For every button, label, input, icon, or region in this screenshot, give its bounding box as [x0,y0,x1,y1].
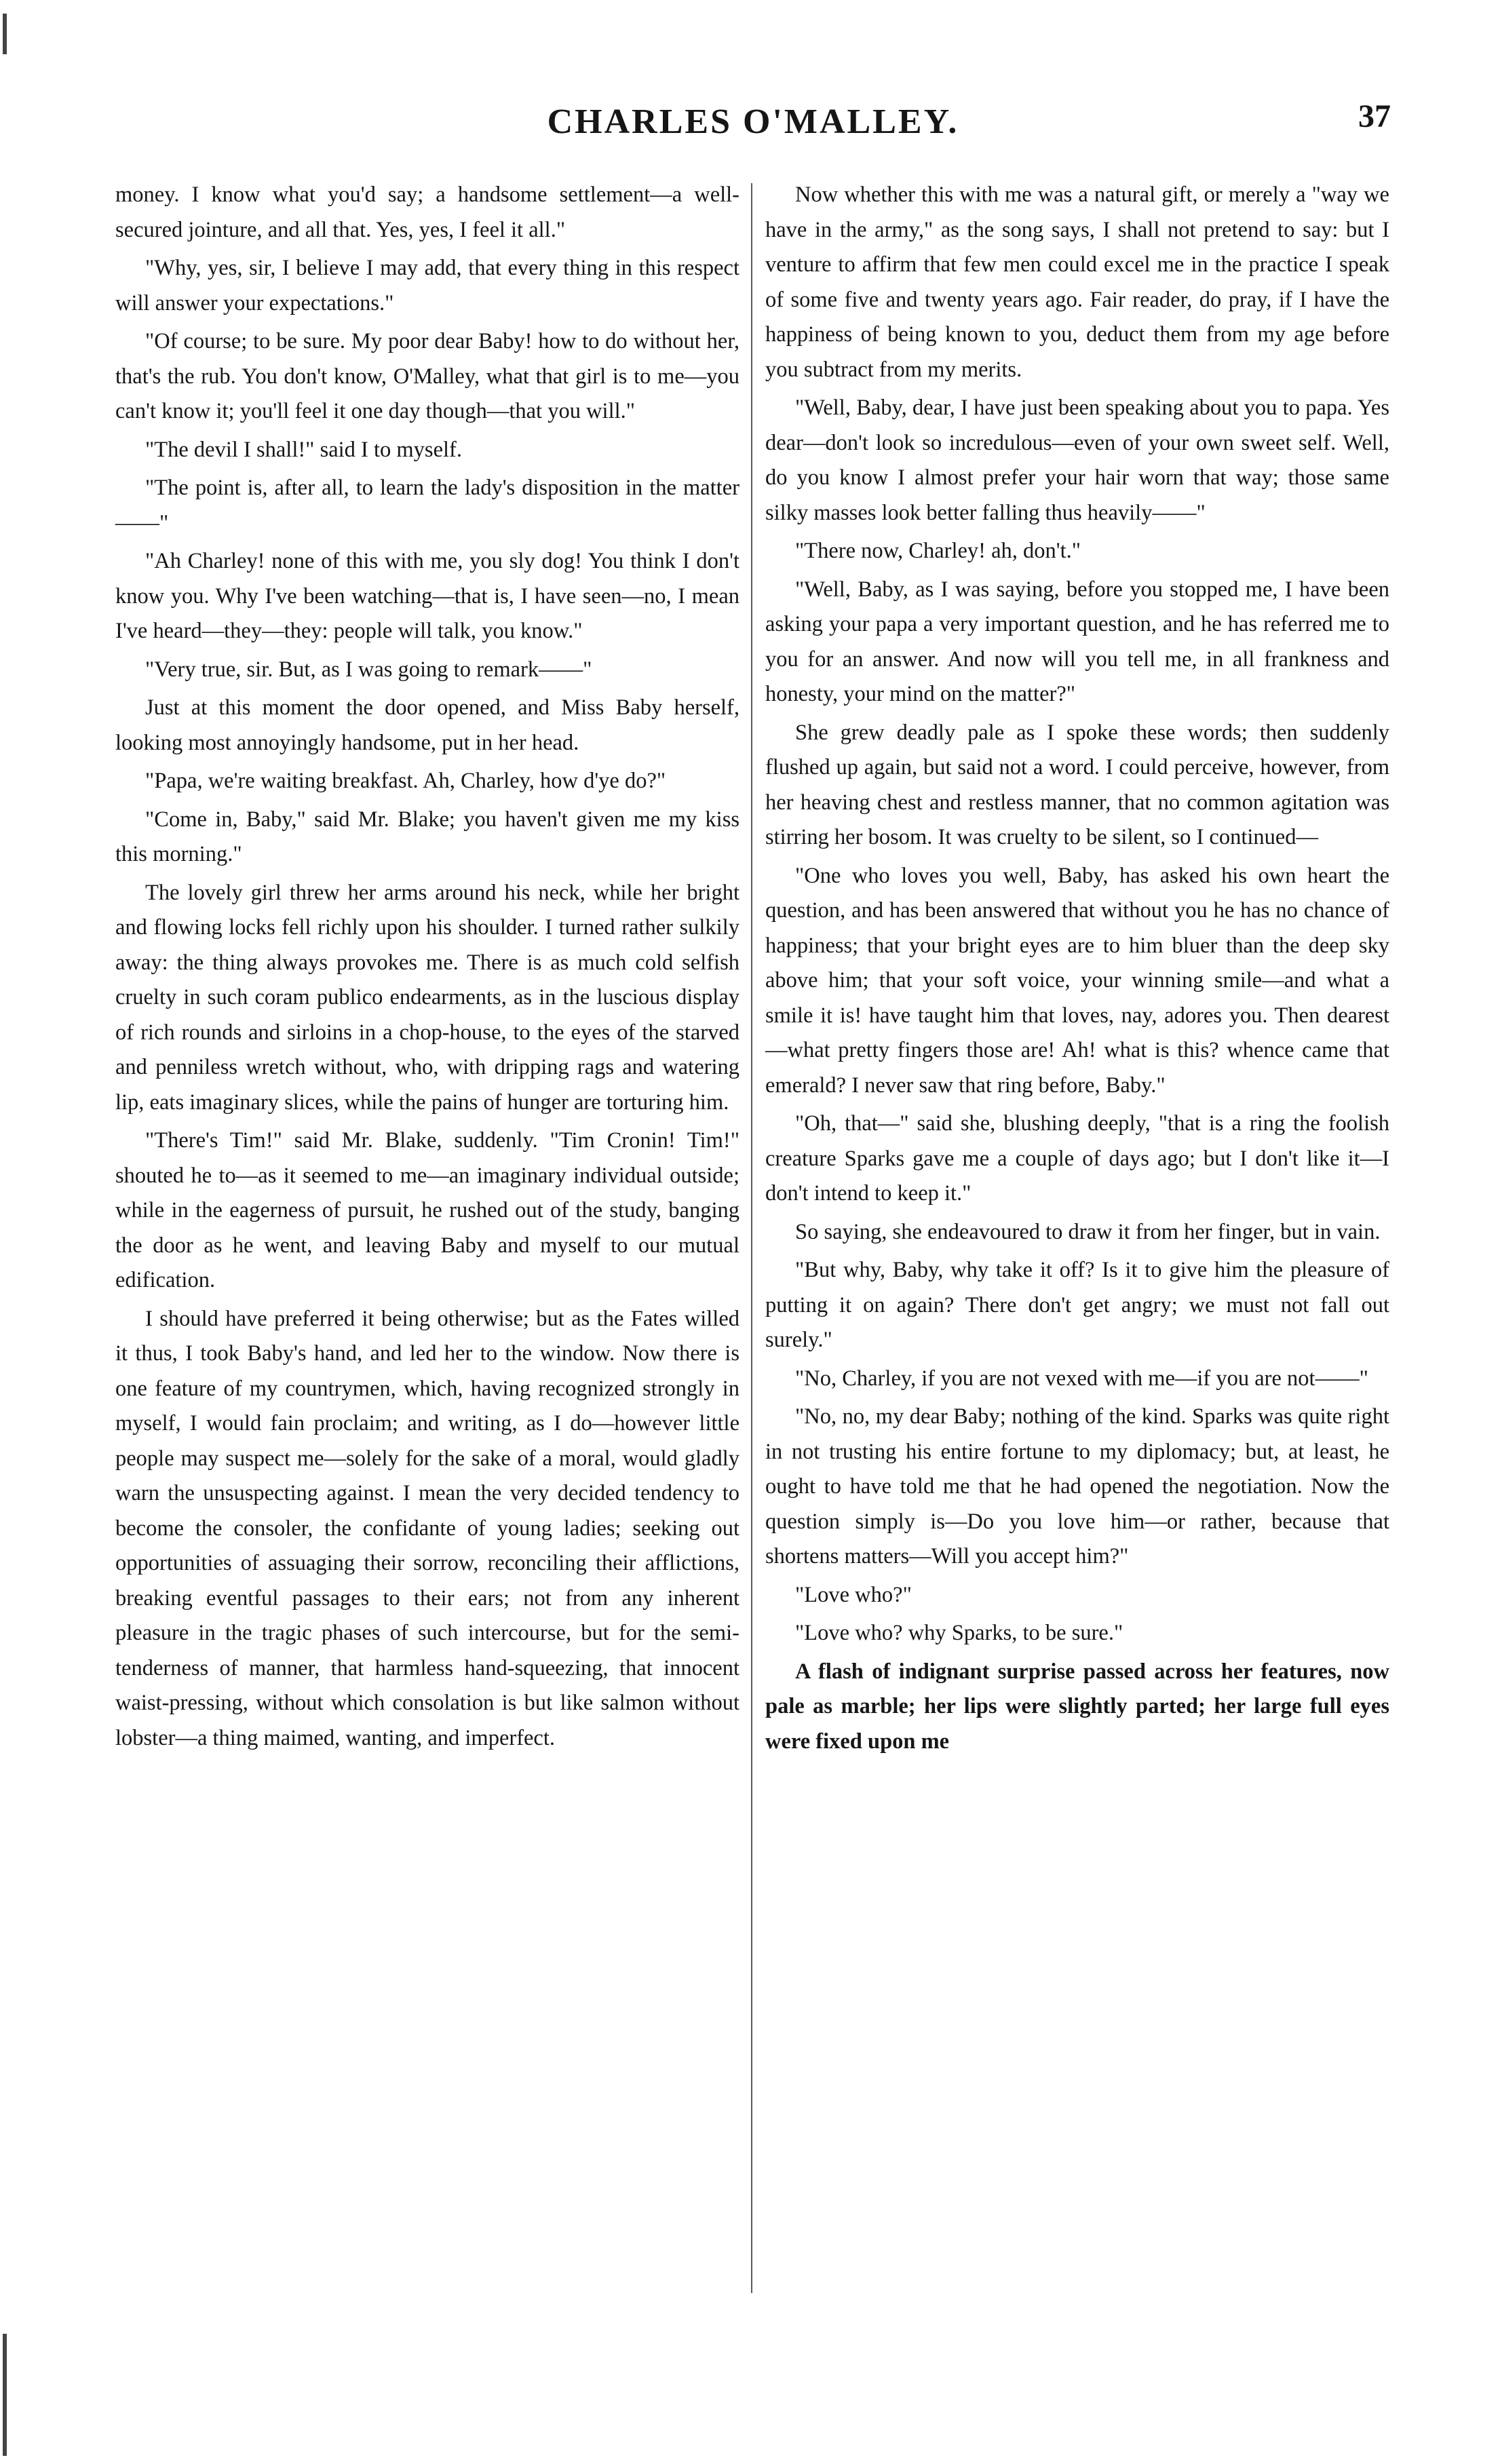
paragraph: The lovely girl threw her arms around his neck, while her bright and flowing locks fell richly upon his shoulder. I turned rather sulkily away: the thing always provokes me. There is as much cold selfish cruelty in such coram publico endearments, as in the luscious display of rich rounds and sirloins in a chop-house, to the eyes of the starved and penniless wretch without, who, with dripping rags and watering lip, eats imaginary slices, while the pains of hunger are torturing him. [115,880,739,1115]
paragraph: "Love who? why Sparks, to be sure." [795,1621,1123,1645]
paragraph: She grew deadly pale as I spoke these words; then suddenly flushed up again, but said not a word. I could perceive, however, from her heaving chest and restless manner, that no common agitation was stirring her bosom. It was cruelty to be silent, so I continued— [765,720,1389,849]
paragraph: "Love who?" [795,1582,912,1607]
paragraph: "The point is, after all, to learn the lady's disposition in the matter——" [115,476,739,535]
paragraph: "There now, Charley! ah, don't." [795,539,1081,563]
paragraph: "No, no, my dear Baby; nothing of the kind. Sparks was quite right in not trusting his entire fortune to my diplomacy; but, at least, he ought to have told me that he had opened the negotiation. Now the question simply is—Do you love him—or rather, because that shortens matters—Will you accept him?" [765,1404,1389,1568]
running-title: CHARLES O'MALLEY. [547,102,959,141]
paragraph: money. I know what you'd say; a handsome settlement—a well-secured jointure, and all that. Yes, yes, I feel it all." [115,182,739,242]
paragraph: I should have preferred it being otherwise; but as the Fates willed it thus, I took Baby's hand, and led her to the window. Now there is one feature of my countrymen, which, having recognized strongly in myself, I would fain proclaim; and writing, as I do—however little people may suspect me—solely for the sake of a moral, would gladly warn the unsuspecting against. I mean the very decided tendency to become the consoler, the confidante of young ladies; seeking out opportunities of assuaging their sorrow, reconciling their afflictions, breaking eventful passages to their ears; not from any inherent pleasure in the tragic phases of such intercourse, but for the semi-tenderness of manner, that harmless hand-squeezing, that innocent waist-pressing, without which consolation is but like salmon without lobster—a thing maimed, wanting, and imperfect. [115,1306,739,1750]
paragraph: Just at this moment the door opened, and Miss Baby herself, looking most annoyingly handsome, put in her head. [115,695,739,755]
page-header [115,98,1391,156]
paragraph: "Well, Baby, as I was saying, before you stopped me, I have been asking your papa a very important question, and he has referred me to you for an answer. And now will you tell me, in all frankness and honesty, your mind on the matter?" [765,577,1389,706]
left-edge-mark-top [3,14,7,54]
paragraph: "Come in, Baby," said Mr. Blake; you haven't given me my kiss this morning." [115,807,739,866]
page-number: 37 [1358,98,1391,134]
column-divider [751,183,752,2293]
paragraph: "Papa, we're waiting breakfast. Ah, Charley, how d'ye do?" [145,769,666,793]
paragraph: "Of course; to be sure. My poor dear Baby! how to do without her, that's the rub. You don't know, O'Malley, what that girl is to me—you can't know it; you'll feel it one day though—that you will." [115,329,739,423]
paragraph: "Why, yes, sir, I believe I may add, that every thing in this respect will answer your expectations." [115,256,739,315]
paragraph: So saying, she endeavoured to draw it from her finger, but in vain. [795,1219,1381,1244]
paragraph: "The devil I shall!" said I to myself. [145,437,462,462]
left-edge-mark-bottom [3,2334,7,2456]
paragraph: "Oh, that—" said she, blushing deeply, "that is a ring the foolish creature Sparks gave me a couple of days ago; but I don't like it—I don't intend to keep it." [765,1111,1389,1206]
paragraph: "Well, Baby, dear, I have just been speaking about you to papa. Yes dear—don't look so incredulous—even of your own sweet self. Well, do you know I almost prefer your hair worn that way; those same silky masses look better falling thus heavily——" [765,396,1389,525]
paragraph: Now whether this with me was a natural gift, or merely a "way we have in the army," as the song says, I shall not pretend to say: but I venture to affirm that few men could excel me in the practice I speak of some five and twenty years ago. Fair reader, do pray, if I have the happiness of being known to you, deduct them from my age before you subtract from my merits. [765,182,1389,382]
paragraph: "There's Tim!" said Mr. Blake, suddenly. "Tim Cronin! Tim!" shouted he to—as it seemed to me—an imaginary individual outside; while in the eagerness of pursuit, he rushed out of the study, banging the door as he went, and leaving Baby and myself to our mutual edification. [115,1128,739,1292]
paragraph: A flash of indignant surprise passed across her features, now pale as marble; her lips were slightly parted; her large full eyes were fixed upon me [765,1659,1389,1754]
paragraph: "Ah Charley! none of this with me, you sly dog! You think I don't know you. Why I've been watching—that is, I have seen—no, I mean I've heard—they—they: people will talk, you know." [115,549,739,643]
paragraph: "Very true, sir. But, as I was going to remark——" [145,657,592,682]
paragraph: "No, Charley, if you are not vexed with me—if you are not——" [795,1366,1368,1391]
right-text-column [765,178,1389,1763]
left-text-column [115,178,739,1759]
paragraph: "But why, Baby, why take it off? Is it to give him the pleasure of putting it on again? There don't get angry; we must not fall out surely." [765,1258,1389,1352]
paragraph: "One who loves you well, Baby, has asked his own heart the question, and has been answered that without you he has no chance of happiness; that your bright eyes are to him bluer than the deep sky above him; that your soft voice, your winning smile—and what a smile it is! have taught him that loves, nay, adores you. Then dearest—what pretty fingers those are! Ah! what is this? whence came that emerald? I never saw that ring before, Baby." [765,863,1389,1098]
